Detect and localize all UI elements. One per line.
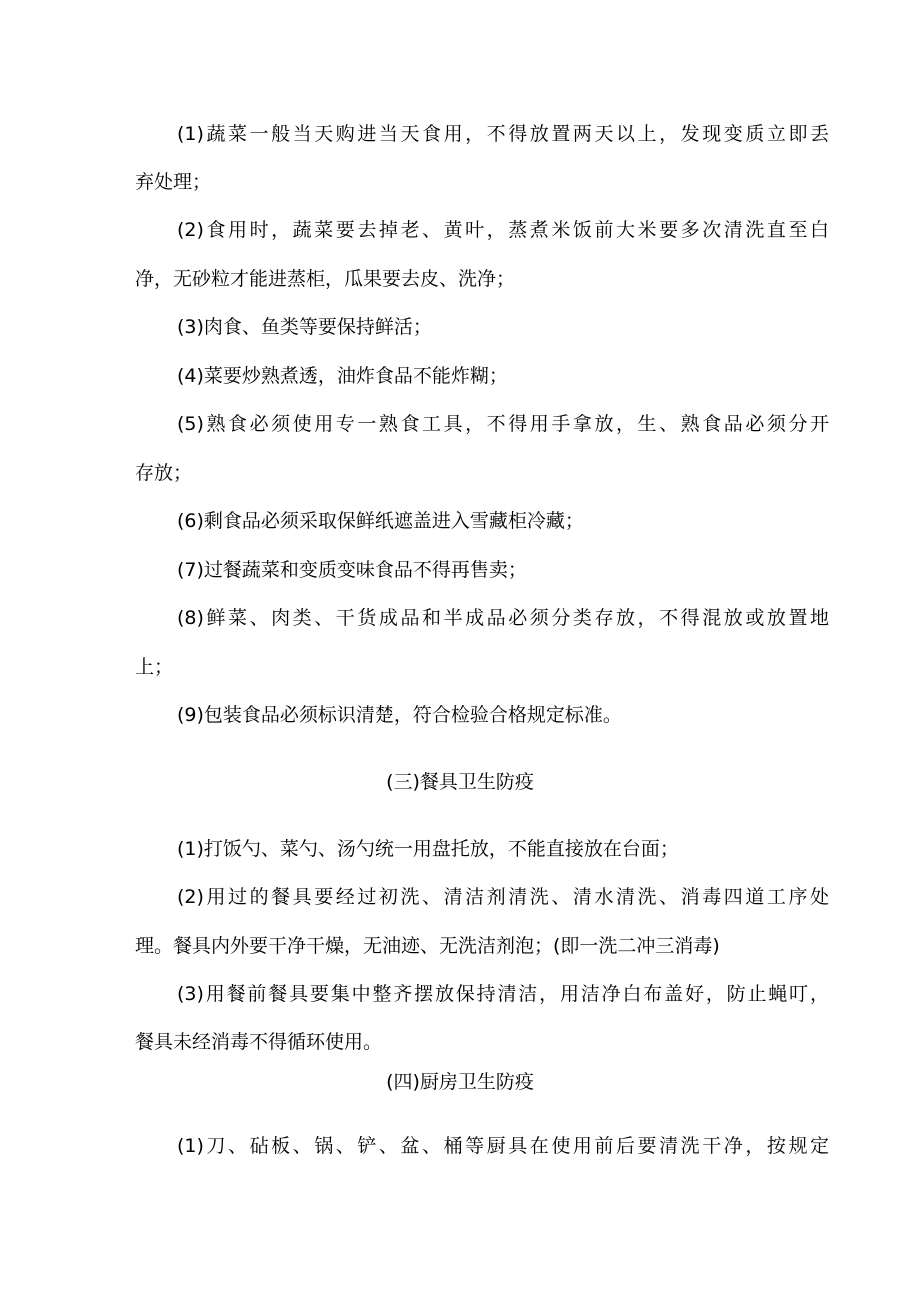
- item-b8-line1: (8)鲜菜、肉类、干货成品和半成品必须分类存放，不得混放或放置地: [177, 607, 829, 629]
- item-b9-line1: (9)包装食品必须标识清楚，符合检验合格规定标准。: [177, 704, 622, 726]
- item-b1-line1: (1)蔬菜一般当天购进当天食用，不得放置两天以上，发现变质立即丢: [177, 123, 829, 145]
- item-b5-line1: (5)熟食必须使用专一熟食工具，不得用手拿放，生、熟食品必须分开: [177, 413, 829, 435]
- item-b6-line1: (6)剩食品必须采取保鲜纸遮盖进入雪藏柜冷藏；: [177, 510, 584, 532]
- section-c-heading: (三)餐具卫生防疫: [386, 771, 534, 793]
- item-c3-line1: (3)用餐前餐具要集中整齐摆放保持清洁，用洁净白布盖好，防止蝇叮，: [177, 983, 829, 1005]
- item-b8-line2: 上；: [135, 656, 174, 678]
- item-b5-line2: 存放；: [135, 462, 193, 484]
- item-b4-line1: (4)菜要炒熟煮透，油炸食品不能炸糊；: [177, 365, 508, 387]
- item-c2-line1: (2)用过的餐具要经过初洗、清洁剂清洗、清水清洗、消毒四道工序处: [177, 886, 829, 908]
- item-c1-line1: (1)打饭勺、菜勺、汤勺统一用盘托放，不能直接放在台面；: [177, 838, 679, 860]
- item-c3-line2: 餐具未经消毒不得循环使用。: [135, 1031, 383, 1053]
- item-d1-line1: (1)刀、砧板、锅、铲、盆、桶等厨具在使用前后要清洗干净，按规定: [177, 1135, 829, 1157]
- item-b7-line1: (7)过餐蔬菜和变质变味食品不得再售卖；: [177, 559, 527, 581]
- item-b2-line1: (2)食用时，蔬菜要去掉老、黄叶，蒸煮米饭前大米要多次清洗直至白: [177, 219, 829, 241]
- section-d-heading: (四)厨房卫生防疫: [386, 1071, 534, 1093]
- item-b3-line1: (3)肉食、鱼类等要保持鲜活；: [177, 316, 432, 338]
- item-c2-line2: 理。餐具内外要干净干燥，无油迹、无洗洁剂泡；(即一洗二冲三消毒): [135, 935, 720, 957]
- item-b1-line2: 弃处理；: [135, 171, 212, 193]
- item-b2-line2: 净，无砂粒才能进蒸柜，瓜果要去皮、洗净；: [135, 268, 516, 290]
